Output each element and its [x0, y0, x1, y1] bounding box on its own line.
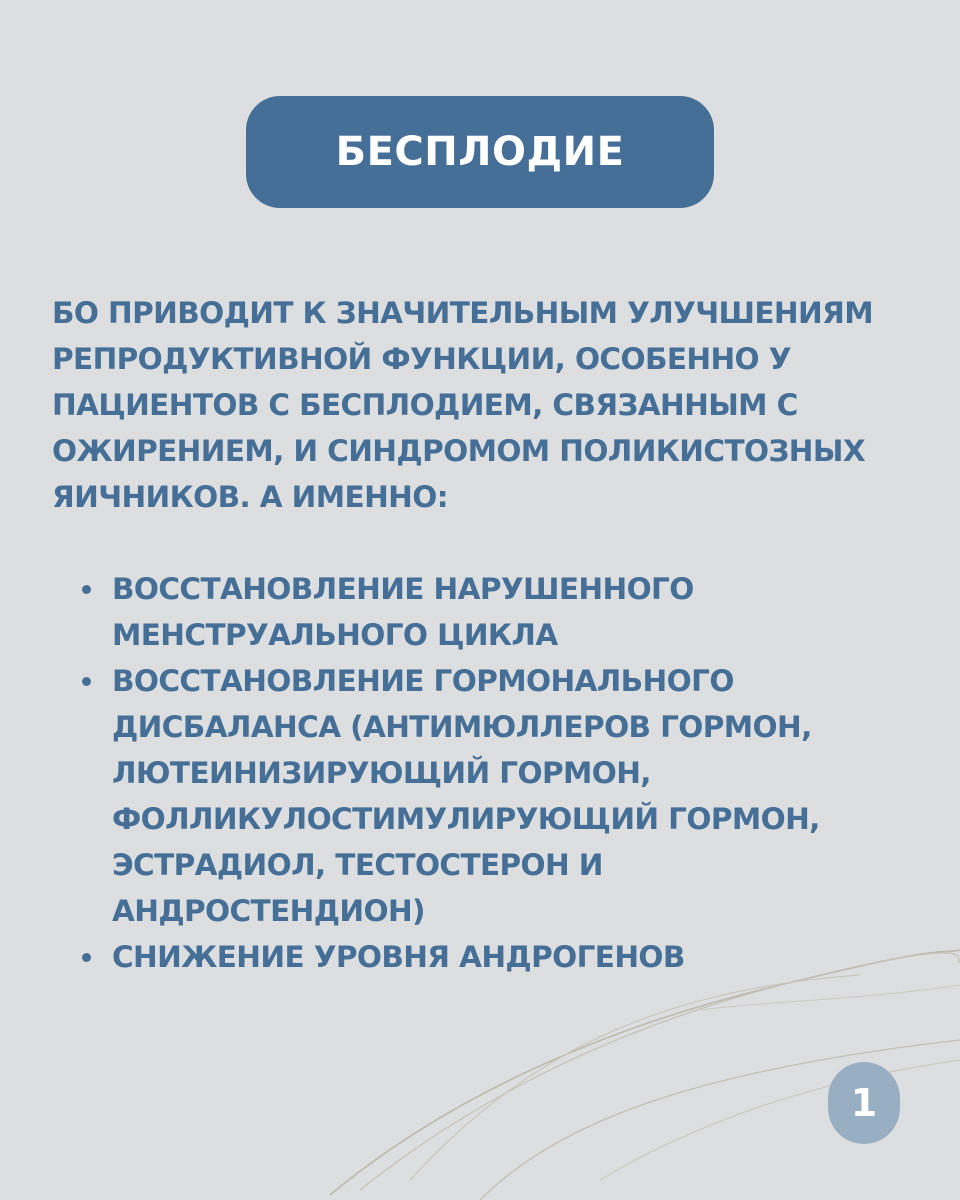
- main-content: [52, 290, 932, 980]
- bullet-list: [52, 566, 932, 980]
- page-number: 1: [850, 1081, 878, 1125]
- bullet-dot-icon: [82, 677, 91, 686]
- bullet-dot-icon: [82, 585, 91, 594]
- list-item-text: ВОССТАНОВЛЕНИЕ ГОРМОНАЛЬНОГО ДИСБАЛАНСА (АНТИМЮЛЛЕРОВ ГОРМОН, ЛЮТЕИНИЗИРУЮЩИЙ ГОРМОН, ФОЛЛИКУЛОСТИМУЛИРУЮЩИЙ ГОРМОН, ЭСТРАДИОЛ, ТЕСТОСТЕРОН И АНДРОСТЕНДИОН): [112, 664, 820, 928]
- list-item: [52, 934, 912, 980]
- page-number-badge: [828, 1062, 900, 1144]
- list-item: [52, 566, 912, 658]
- page-title: БЕСПЛОДИЕ: [335, 129, 625, 175]
- list-item-text: ВОССТАНОВЛЕНИЕ НАРУШЕННОГО МЕНСТРУАЛЬНОГО ЦИКЛА: [112, 572, 694, 652]
- list-item-text: СНИЖЕНИЕ УРОВНЯ АНДРОГЕНОВ: [112, 940, 685, 974]
- list-item: [52, 658, 912, 934]
- title-banner: [246, 96, 714, 208]
- intro-paragraph: БО ПРИВОДИТ К ЗНАЧИТЕЛЬНЫМ УЛУЧШЕНИЯМ РЕПРОДУКТИВНОЙ ФУНКЦИИ, ОСОБЕННО У ПАЦИЕНТОВ С БЕСПЛОДИЕМ, СВЯЗАННЫМ С ОЖИРЕНИЕМ, И СИНДРОМОМ ПОЛИКИСТОЗНЫХ ЯИЧНИКОВ. А ИМЕННО:: [52, 296, 873, 514]
- bullet-dot-icon: [82, 953, 91, 962]
